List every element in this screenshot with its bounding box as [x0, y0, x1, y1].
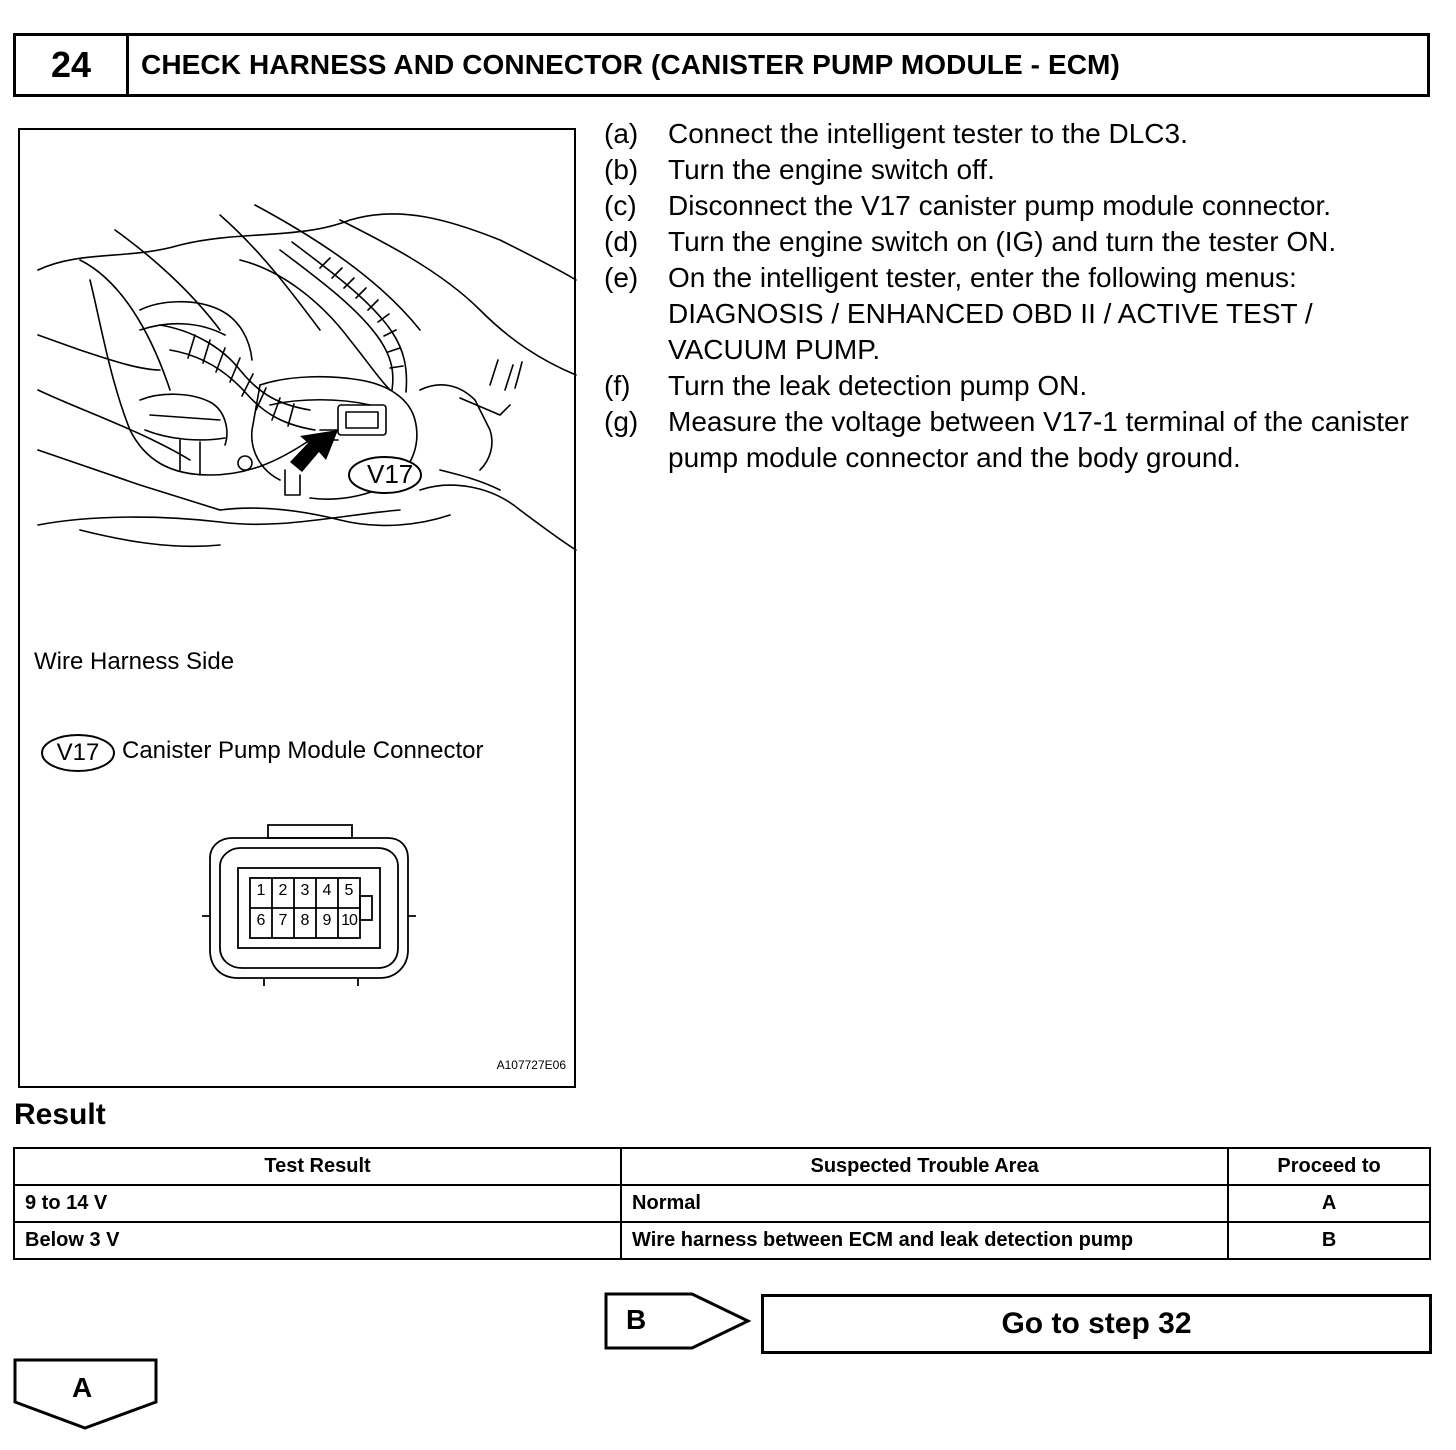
column-header-proceed-to: Proceed to [1228, 1148, 1430, 1185]
step-title: CHECK HARNESS AND CONNECTOR (CANISTER PUMP MODULE - ECM) [141, 49, 1120, 80]
table-header-row [14, 1148, 1430, 1185]
step-letter: (f) [604, 370, 631, 401]
step-letter: (c) [604, 190, 637, 221]
step-text: Connect the intelligent tester to the DLC3. [668, 118, 1188, 149]
cell-test-result: Below 3 V [14, 1222, 621, 1259]
step-letter: (d) [604, 226, 639, 257]
table-row [14, 1222, 1430, 1259]
result-table [13, 1147, 1431, 1260]
step-text: Turn the engine switch on (IG) and turn the tester ON. [668, 226, 1337, 257]
figure-id: A107727E06 [496, 1058, 566, 1072]
step-item [604, 152, 1434, 188]
column-header-suspected-area: Suspected Trouble Area [621, 1148, 1228, 1185]
step-item [604, 368, 1434, 404]
v17-badge-text: V17 [56, 739, 100, 766]
procedure-steps [604, 116, 1434, 476]
step-text: Measure the voltage between V17-1 terminal of the canister pump module connector and the body ground. [668, 406, 1409, 473]
step-item [604, 116, 1434, 152]
goto-step-box: Go to step 32 [761, 1294, 1432, 1354]
pointer-arrow [290, 430, 338, 472]
terminal-number: 8 [300, 912, 310, 929]
step-letter: (b) [604, 154, 639, 185]
terminal-number: 2 [278, 882, 288, 899]
column-header-test-result: Test Result [14, 1148, 621, 1185]
step-header [13, 33, 1430, 97]
step-number: 24 [16, 36, 129, 94]
step-letter: (e) [604, 262, 639, 293]
cell-suspected-area: Normal [621, 1185, 1228, 1222]
step-item [604, 224, 1434, 260]
v17-callout-text: V17 [367, 459, 414, 489]
terminal-number: 3 [300, 882, 310, 899]
cell-proceed-to: A [1228, 1185, 1430, 1222]
terminal-number: 5 [344, 882, 354, 899]
step-item [604, 260, 1434, 368]
cell-suspected-area: Wire harness between ECM and leak detection pump [621, 1222, 1228, 1259]
step-item [604, 404, 1434, 476]
terminal-number: 10 [341, 912, 357, 929]
illustration-frame [18, 128, 576, 1088]
step-text: Turn the leak detection pump ON. [668, 370, 1088, 401]
step-text: Disconnect the V17 canister pump module connector. [668, 190, 1332, 221]
step-letter: (g) [604, 406, 639, 437]
step-text: On the intelligent tester, enter the following menus: DIAGNOSIS / ENHANCED OBD II / ACTIVE TEST / VACUUM PUMP. [668, 262, 1313, 365]
terminal-number: 1 [256, 882, 266, 899]
cell-test-result: 9 to 14 V [14, 1185, 621, 1222]
cell-proceed-to: B [1228, 1222, 1430, 1259]
terminal-number: 9 [322, 912, 332, 929]
terminal-number: 4 [322, 882, 332, 899]
b-arrow-label: B [626, 1304, 647, 1335]
step-text: Turn the engine switch off. [668, 154, 995, 185]
connector-face-drawing [202, 825, 416, 986]
terminal-number: 7 [278, 912, 288, 929]
terminal-number: 6 [256, 912, 266, 929]
step-item [604, 188, 1434, 224]
a-arrow-label: A [72, 1372, 93, 1403]
wire-harness-side-label: Wire Harness Side [34, 648, 235, 675]
connector-label: Canister Pump Module Connector [122, 737, 484, 764]
result-heading: Result [14, 1098, 106, 1131]
step-letter: (a) [604, 118, 639, 149]
table-row [14, 1185, 1430, 1222]
engine-line-drawing [20, 130, 578, 1090]
